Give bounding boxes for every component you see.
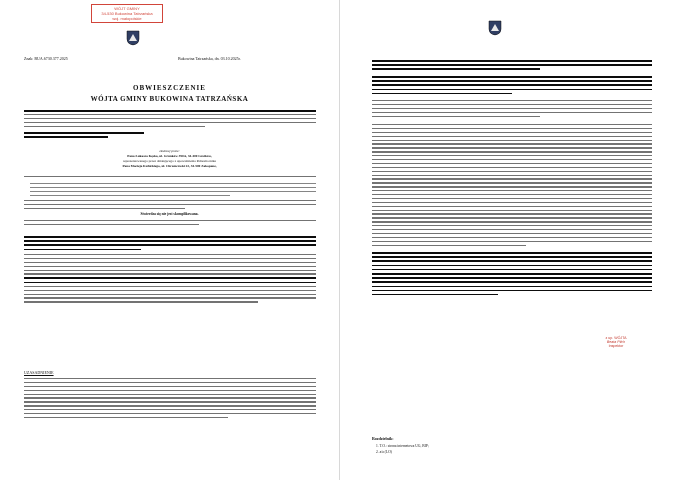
- party-person-1: Pana Łukasza Kęska, ul. Grunków 390A, 34-400 Groików,: [127, 154, 212, 158]
- distribution-list: [376, 443, 429, 455]
- signature-stamp: [596, 336, 636, 358]
- signature-line-1: z up. WÓJTA: [605, 336, 627, 340]
- notice-line: [24, 132, 144, 140]
- document-page-1: [0, 0, 339, 480]
- document-subtitle: WÓJTA GMINY BUKOWINA TATRZAŃSKA: [90, 95, 249, 103]
- crest-icon: [126, 30, 140, 46]
- parties-block: [0, 149, 339, 169]
- section-heading-uzasadnienie: UZASADNIENIE: [24, 370, 54, 375]
- signature-line-3: Inspektor: [608, 344, 624, 349]
- complexity-paragraph: [24, 220, 316, 228]
- final-notice-paragraph: [372, 252, 652, 298]
- request-paragraph: [24, 176, 316, 180]
- office-stamp: [91, 4, 163, 23]
- stamp-line-3: woj. małopolskie: [112, 16, 142, 21]
- intro-paragraph: [24, 110, 316, 130]
- continuation-paragraph: [372, 60, 652, 73]
- rights-paragraph: [372, 100, 652, 119]
- signature-line-2: Beata Pilch: [606, 340, 626, 345]
- party-representative-note: reprezentowanego przez działającego z upoważnienia Pełnomocnika: [122, 159, 217, 163]
- legal-basis-paragraph: [24, 236, 316, 253]
- document-page-2: [340, 0, 679, 480]
- document-title: OBWIESZCZENIE: [133, 84, 206, 92]
- parties-label: złożonej przez:: [159, 149, 180, 153]
- distribution-title: Rozdzielnik:: [372, 436, 394, 441]
- stamp-line-1: WÓJT GMINY: [114, 6, 140, 11]
- distribution-item: 2. a/a (LO): [376, 450, 392, 454]
- document-date: Bukowina Tatrzańska, dn. 03.10.2025r.: [178, 56, 241, 61]
- address-paragraph: [372, 76, 652, 97]
- distribution-item: 1. T.O.: strona internetowa UG, BIP;: [376, 444, 429, 448]
- complexity-statement: Stwierdza się nie jest skomplikowana.: [140, 212, 199, 216]
- regulation-paragraph: [372, 124, 652, 249]
- justification-paragraph: [24, 378, 316, 421]
- document-sign: Znak: BUA.6730.377.2025: [24, 56, 68, 61]
- quoted-investment: [30, 183, 316, 199]
- party-paragraph: [24, 200, 316, 212]
- party-person-2: Pana Macieja Kubickiego, ul. Chramcówki 22, 34-500 Zakopane,: [122, 164, 217, 168]
- crest-icon: [488, 20, 502, 36]
- procedure-paragraph: [24, 254, 316, 305]
- stamp-line-2: 34-530 Bukowina Tatrzańska: [101, 11, 153, 16]
